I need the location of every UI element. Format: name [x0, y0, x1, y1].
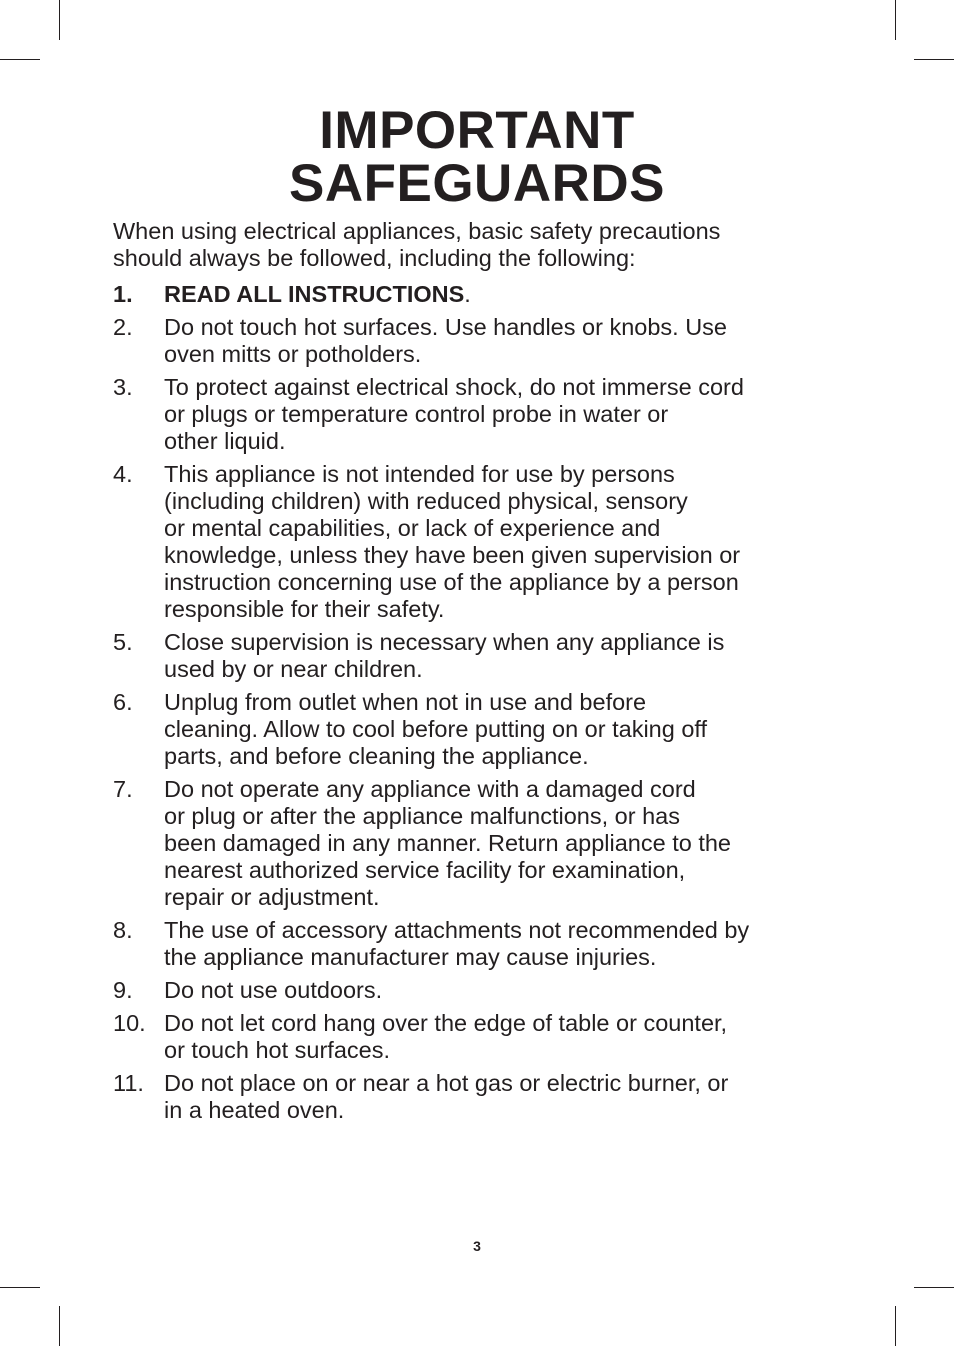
list-item-line: used by or near children. — [164, 656, 423, 682]
list-item-line: Do not operate any appliance with a damaged cord — [164, 776, 696, 802]
list-item-emphasis: READ ALL INSTRUCTIONS — [164, 281, 465, 307]
crop-mark-bottom-left-vertical — [59, 1306, 60, 1346]
list-item-line: parts, and before cleaning the appliance. — [164, 743, 589, 769]
list-item-line: To protect against electrical shock, do not immerse cord — [164, 374, 744, 400]
list-item — [113, 917, 853, 971]
list-item-line: instruction concerning use of the appliance by a person — [164, 569, 739, 595]
list-item-text — [164, 977, 853, 1004]
crop-mark-top-right-vertical — [895, 0, 896, 40]
list-item-number: 7. — [113, 776, 133, 802]
list-item-line: in a heated oven. — [164, 1097, 345, 1123]
list-item-text — [164, 374, 853, 455]
list-item — [113, 1010, 853, 1064]
list-item-line: The use of accessory attachments not recommended by — [164, 917, 750, 943]
list-item-line: repair or adjustment. — [164, 884, 380, 910]
list-item-number: 3. — [113, 374, 133, 400]
list-item-number: 4. — [113, 461, 133, 487]
list-item-text — [164, 314, 853, 368]
list-item — [113, 1070, 853, 1124]
list-item-line: cleaning. Allow to cool before putting on or taking off — [164, 716, 708, 742]
list-item-line: Do not touch hot surfaces. Use handles or knobs. Use — [164, 314, 728, 340]
list-item — [113, 281, 853, 308]
safeguard-list — [113, 281, 853, 1130]
list-item-line: been damaged in any manner. Return appliance to the — [164, 830, 732, 856]
list-item-number: 9. — [113, 977, 133, 1003]
list-item — [113, 374, 853, 455]
list-item-text — [164, 1070, 853, 1124]
list-item-number: 1. — [113, 281, 133, 307]
list-item-number: 11. — [113, 1070, 144, 1096]
crop-mark-top-left-vertical — [59, 0, 60, 40]
list-item-number: 6. — [113, 689, 133, 715]
list-item-text — [164, 917, 853, 971]
list-item-line: the appliance manufacturer may cause injuries. — [164, 944, 657, 970]
crop-mark-top-left-horizontal — [0, 59, 40, 60]
list-item — [113, 629, 853, 683]
page-number: 3 — [473, 1238, 481, 1254]
list-item-line: This appliance is not intended for use by persons — [164, 461, 675, 487]
list-item-line: or plug or after the appliance malfunctions, or has — [164, 803, 680, 829]
list-item-line: responsible for their safety. — [164, 596, 445, 622]
list-item-line: Do not let cord hang over the edge of table or counter, — [164, 1010, 728, 1036]
page-title-line-1: IMPORTANT — [319, 101, 635, 160]
list-item-line: (including children) with reduced physical, sensory — [164, 488, 688, 514]
list-item-text — [164, 461, 853, 623]
list-item-line: Unplug from outlet when not in use and before — [164, 689, 647, 715]
list-item-line: or touch hot surfaces. — [164, 1037, 390, 1063]
list-item-line: knowledge, unless they have been given supervision or — [164, 542, 741, 568]
list-item-line: Do not place on or near a hot gas or electric burner, or — [164, 1070, 729, 1096]
list-item-text — [164, 1010, 853, 1064]
list-item-number: 5. — [113, 629, 133, 655]
list-item-text — [164, 629, 853, 683]
intro-line-1: When using electrical appliances, basic safety precautions — [113, 218, 721, 244]
list-item — [113, 776, 853, 911]
list-item-line — [164, 281, 853, 308]
list-item-text — [164, 776, 853, 911]
list-item-line: Close supervision is necessary when any appliance is — [164, 629, 725, 655]
crop-mark-bottom-right-vertical — [895, 1306, 896, 1346]
list-item-line: Do not use outdoors. — [164, 977, 383, 1003]
page-title-line-2: SAFEGUARDS — [288, 154, 666, 213]
list-item-line: or plugs or temperature control probe in water or — [164, 401, 669, 427]
list-item-text — [164, 281, 853, 308]
list-item — [113, 689, 853, 770]
list-item-line: or mental capabilities, or lack of experience and — [164, 515, 661, 541]
crop-mark-bottom-right-horizontal — [914, 1287, 954, 1288]
list-item-number: 8. — [113, 917, 133, 943]
list-item — [113, 314, 853, 368]
list-item-number: 2. — [113, 314, 133, 340]
list-item — [113, 461, 853, 623]
list-item-suffix: . — [464, 281, 471, 307]
list-item-line: nearest authorized service facility for examination, — [164, 857, 686, 883]
list-item-line: oven mitts or potholders. — [164, 341, 422, 367]
intro-paragraph — [113, 218, 843, 272]
crop-mark-bottom-left-horizontal — [0, 1287, 40, 1288]
list-item-line: other liquid. — [164, 428, 286, 454]
intro-line-2: should always be followed, including the following: — [113, 245, 636, 271]
list-item-text — [164, 689, 853, 770]
list-item-number: 10. — [113, 1010, 146, 1036]
crop-mark-top-right-horizontal — [914, 59, 954, 60]
page-title — [0, 101, 954, 213]
list-item — [113, 977, 853, 1004]
